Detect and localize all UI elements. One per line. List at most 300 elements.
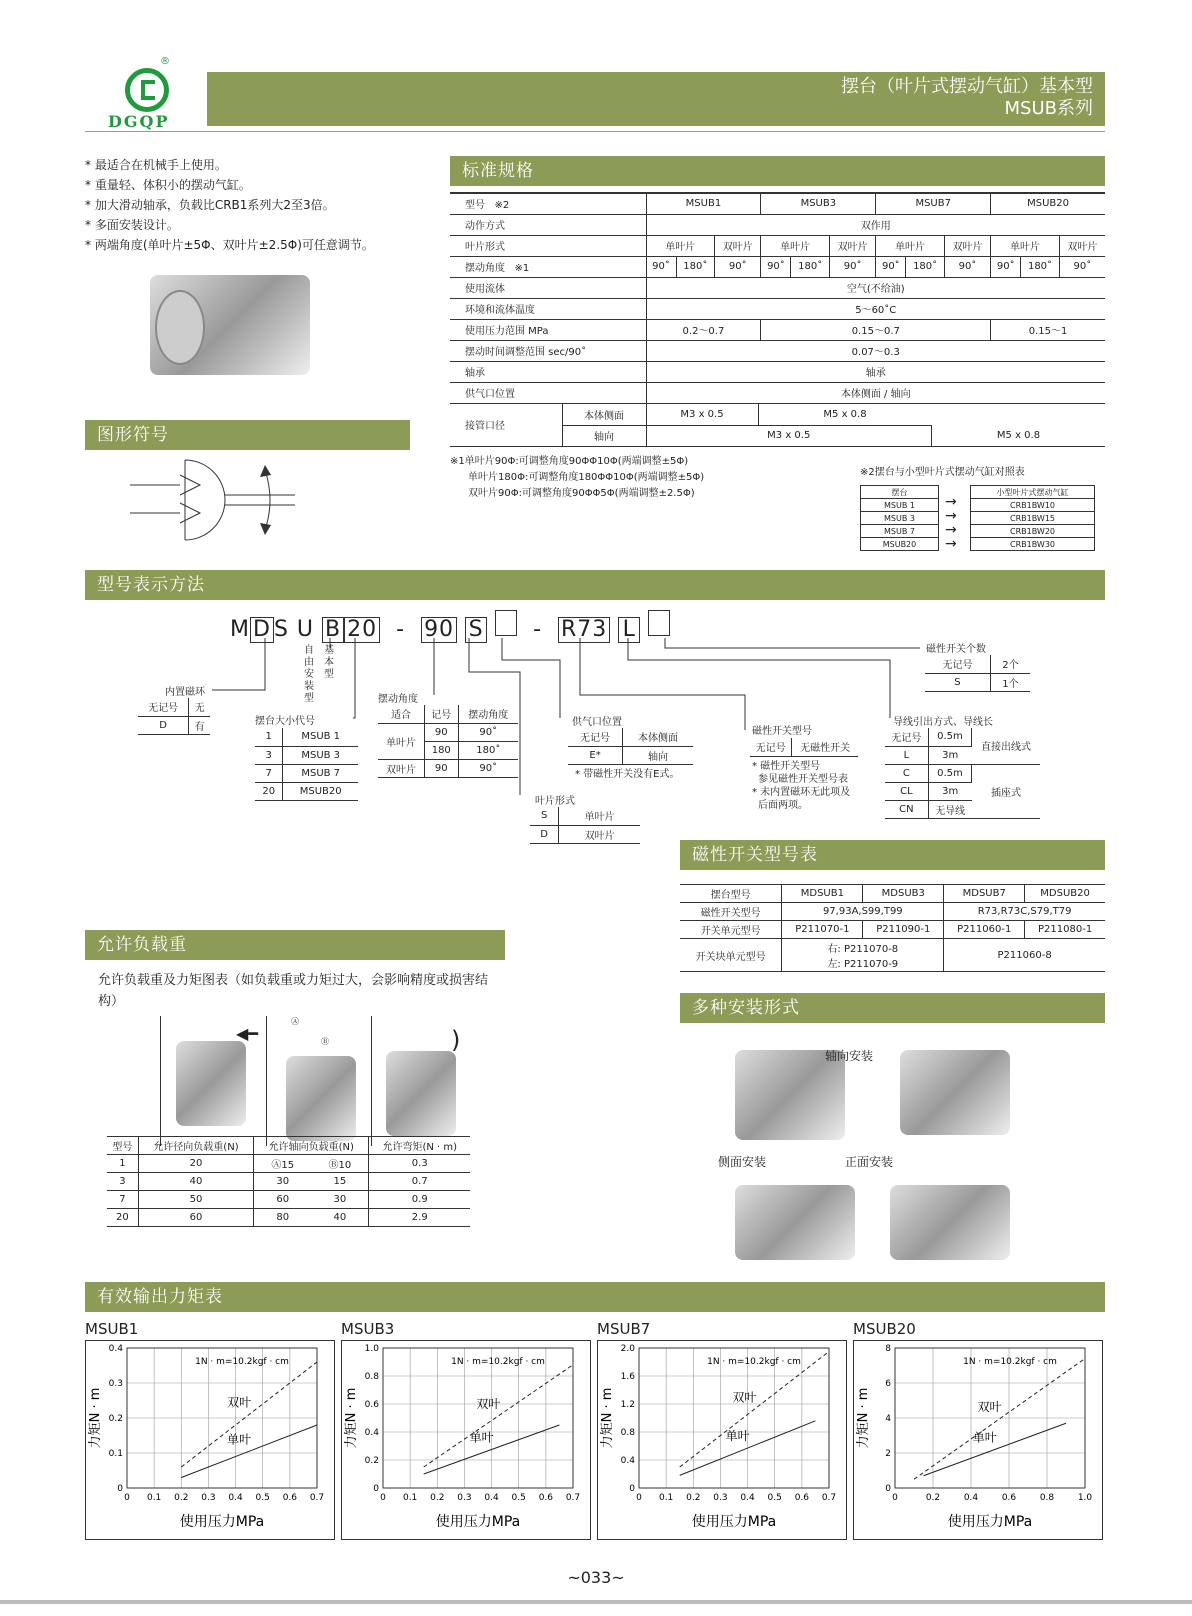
series-label: 双叶 xyxy=(227,1395,252,1410)
spec-vane: 双叶片 xyxy=(715,235,761,256)
spec-model: MSUB20 xyxy=(991,193,1105,214)
spec-port-axial: 轴向 xyxy=(562,425,646,446)
port-cell: 无记号 xyxy=(568,728,623,746)
y-tick-label: 0.3 xyxy=(108,1379,123,1389)
x-axis-label: 使用压力MPa xyxy=(947,1514,1033,1530)
spec-port-label: 接管口径 xyxy=(450,404,562,446)
switch-type-notes xyxy=(752,760,850,812)
x-tick-label: 0 xyxy=(892,1493,898,1503)
cross-cell: MSUB20 xyxy=(861,538,939,551)
switch-unit-label: 开关单元型号 xyxy=(680,921,782,939)
x-tick-label: 0.6 xyxy=(794,1493,810,1503)
spec-angle: 180˚ xyxy=(791,256,830,277)
radial-load-image xyxy=(176,1041,246,1126)
header-series: MSUB系列 xyxy=(1004,98,1093,119)
code-box-lead: L xyxy=(618,617,640,643)
x-tick-label: 0.6 xyxy=(1001,1493,1017,1503)
code-box-vane: S xyxy=(465,617,487,643)
series-label: 双叶 xyxy=(977,1399,1002,1414)
load-cell: 40 xyxy=(311,1209,369,1227)
axial-label-a: Ⓐ xyxy=(291,1017,299,1026)
size-cell: MSUB 7 xyxy=(283,764,358,782)
load-header: 允许弯矩(N · m) xyxy=(369,1137,470,1155)
moment-arrow-icon: ) xyxy=(451,1026,461,1054)
spec-port-side: 本体侧面 xyxy=(562,404,646,425)
load-cell: 30 xyxy=(311,1191,369,1209)
vane-cell: 单叶片 xyxy=(559,807,640,825)
size-title: 摆台大小代号 xyxy=(255,716,315,727)
y-tick-label: 0.1 xyxy=(108,1449,123,1459)
switch-count-cell: S xyxy=(925,673,990,691)
vane-cell: S xyxy=(530,807,559,825)
unit-note: 1N · m=10.2kgf · cm xyxy=(963,1357,1057,1367)
spec-model-label: 型号 xyxy=(465,200,485,212)
series-label: 单叶 xyxy=(725,1429,750,1444)
section-symbol-title: 图形符号 xyxy=(85,420,410,450)
spec-row-label: 叶片形式 xyxy=(450,235,646,256)
section-model-title: 型号表示方法 xyxy=(85,570,1105,600)
feature-item: * 多面安装设计。 xyxy=(85,218,179,232)
mount-axial-label: 轴向安装 xyxy=(825,1049,874,1063)
x-tick-label: 1.0 xyxy=(1077,1493,1093,1503)
note-line: 单叶片180Φ:可调整角度180ΦΦ10Φ(两端调整±5Φ) xyxy=(468,472,705,483)
spec-row-value: 0.07～0.3 xyxy=(646,340,1105,361)
code-box-switch: R73 xyxy=(558,617,610,643)
magnet-ring-table xyxy=(138,698,210,735)
section-mount-title: 多种安装形式 xyxy=(680,993,1105,1023)
mount-side-label: 侧面安装 xyxy=(718,1155,767,1169)
code-box-size: 20 xyxy=(344,617,380,643)
unit-note: 1N · m=10.2kgf · cm xyxy=(707,1357,801,1367)
series-label: 单叶 xyxy=(227,1432,252,1447)
series-label: 双叶 xyxy=(476,1396,501,1411)
code-box-angle: 90 xyxy=(421,617,457,643)
switch-count-cell: 1个 xyxy=(990,673,1030,691)
load-cell: 50 xyxy=(138,1191,253,1209)
y-tick-label: 6 xyxy=(885,1379,891,1389)
lead-cell: 无导线 xyxy=(928,800,971,818)
lead-cell: 无记号 xyxy=(885,728,928,746)
load-cell: 0.7 xyxy=(369,1173,470,1191)
section-spec-title: 标准规格 xyxy=(450,156,1105,186)
magnet-cell: 有 xyxy=(189,716,210,734)
x-tick-label: 0.4 xyxy=(484,1493,499,1503)
load-cell: Ⓐ15 xyxy=(254,1155,312,1173)
x-tick-label: 0.6 xyxy=(282,1493,298,1503)
spec-vane: 双叶片 xyxy=(944,235,990,256)
port-cell: 轴向 xyxy=(623,746,693,764)
spec-angle: 180˚ xyxy=(906,256,945,277)
switch-note: 参见磁性开关型号表 xyxy=(758,774,848,785)
switch-model-table xyxy=(680,884,1105,972)
x-tick-label: 0.5 xyxy=(255,1493,270,1503)
cross-cell: CRB1BW15 xyxy=(971,512,1095,525)
angle-title: 摆动角度 xyxy=(378,694,418,705)
spec-vane: 单叶片 xyxy=(991,235,1060,256)
spec-angle: 90˚ xyxy=(991,256,1021,277)
x-tick-label: 0.7 xyxy=(309,1493,325,1503)
x-tick-label: 0.3 xyxy=(713,1493,728,1503)
load-cell: 0.9 xyxy=(369,1191,470,1209)
size-cell: MSUB20 xyxy=(283,782,358,800)
load-cell: 60 xyxy=(254,1191,312,1209)
chart-frame xyxy=(86,1341,335,1540)
y-axis-label: 力矩N · m xyxy=(88,1387,103,1449)
code-dash: - xyxy=(533,617,543,642)
spec-angle: 90˚ xyxy=(715,256,761,277)
y-tick-label: 0.6 xyxy=(364,1400,379,1410)
angle-cell: 90˚ xyxy=(458,723,518,741)
cross-cell: CRB1BW20 xyxy=(971,525,1095,538)
x-tick-label: 0.5 xyxy=(511,1493,526,1503)
load-cell: 30 xyxy=(254,1173,312,1191)
spec-model: MSUB7 xyxy=(876,193,991,214)
spec-pressure: 0.15～0.7 xyxy=(761,319,991,340)
spec-row-label: 摆动时间调整范围 sec/90˚ xyxy=(450,340,646,361)
size-cell: MSUB 3 xyxy=(283,746,358,764)
load-table xyxy=(107,1136,470,1227)
x-tick-label: 0.5 xyxy=(767,1493,782,1503)
switch-block-value: 右: P211070-8 xyxy=(827,944,899,955)
switch-header: MDSUB3 xyxy=(863,885,944,903)
load-header: 允许轴向负载重(N) xyxy=(254,1137,369,1155)
code-dash: - xyxy=(396,617,406,642)
switch-count-cell: 无记号 xyxy=(925,655,990,673)
x-axis-label: 使用压力MPa xyxy=(435,1514,521,1530)
spec-row-label: 环境和流体温度 xyxy=(450,298,646,319)
x-tick-label: 0.6 xyxy=(538,1493,554,1503)
switch-count-cell: 2个 xyxy=(990,655,1030,673)
cross-header: 摆台 xyxy=(861,486,939,499)
spec-row-value: 双作用 xyxy=(646,214,1105,235)
x-tick-label: 0 xyxy=(380,1493,386,1503)
y-tick-label: 0.2 xyxy=(108,1414,123,1424)
x-axis-label: 使用压力MPa xyxy=(691,1514,777,1530)
moment-load-image xyxy=(386,1051,456,1136)
spec-vane: 双叶片 xyxy=(1059,235,1105,256)
load-cell: 40 xyxy=(138,1173,253,1191)
mount-front-label: 正面安装 xyxy=(845,1155,894,1169)
y-tick-label: 0 xyxy=(373,1484,379,1494)
switch-count-table xyxy=(925,655,1030,692)
lead-cell: CN xyxy=(885,800,928,818)
spec-row-value: 本体侧面 / 轴向 xyxy=(646,382,1105,403)
size-cell: 3 xyxy=(255,746,283,764)
magnet-cell: 无 xyxy=(189,698,210,716)
x-tick-label: 0.7 xyxy=(565,1493,581,1503)
chart-title-msub20: MSUB20 xyxy=(853,1320,916,1338)
code-part: U xyxy=(296,617,315,642)
y-axis-label: 力矩N · m xyxy=(344,1387,359,1449)
feature-item: * 最适合在机械手上使用。 xyxy=(85,158,227,172)
chart-frame xyxy=(598,1341,847,1540)
switch-block-label: 开关块单元型号 xyxy=(680,939,782,972)
plot-area xyxy=(639,1348,829,1488)
switch-type-cell: 无记号 xyxy=(750,738,792,756)
axial-label-b: Ⓑ xyxy=(321,1037,329,1046)
brand-name: DGQP xyxy=(108,112,170,131)
cross-cell: CRB1BW30 xyxy=(971,538,1095,551)
load-cell: 0.3 xyxy=(369,1155,470,1173)
spec-angle: 90˚ xyxy=(944,256,990,277)
plot-area xyxy=(383,1348,573,1488)
spec-angle: 90˚ xyxy=(876,256,906,277)
magnet-cell: 无记号 xyxy=(138,698,189,716)
free-mount-label: 自由安装型 xyxy=(304,645,314,704)
spec-angle: 180˚ xyxy=(1021,256,1060,277)
y-tick-label: 4 xyxy=(885,1414,891,1424)
spec-angle: 90˚ xyxy=(646,256,676,277)
basic-type-label: 基本型 xyxy=(324,645,334,680)
x-tick-label: 0.2 xyxy=(430,1493,445,1503)
spec-model-note: ※2 xyxy=(494,200,510,212)
series-label: 双叶 xyxy=(732,1390,757,1405)
magnet-ring-title: 内置磁环 xyxy=(165,687,205,698)
spec-pressure: 0.2～0.7 xyxy=(646,319,761,340)
angle-cell: 90 xyxy=(424,759,458,777)
y-tick-label: 8 xyxy=(885,1344,891,1354)
x-tick-label: 0.3 xyxy=(201,1493,216,1503)
vane-cell: 双叶片 xyxy=(559,825,640,843)
load-cell: 2.9 xyxy=(369,1209,470,1227)
chart-frame xyxy=(342,1341,591,1540)
switch-note: 后面两项。 xyxy=(758,800,808,811)
load-diagram-frame xyxy=(160,1016,470,1146)
mount-axial-image-2 xyxy=(900,1050,1010,1135)
port-note: * 带磁性开关没有E式。 xyxy=(575,769,680,780)
cross-cell: MSUB 1 xyxy=(861,499,939,512)
spec-row-label: 动作方式 xyxy=(450,214,646,235)
mount-front-image xyxy=(890,1185,1010,1260)
size-cell: 7 xyxy=(255,764,283,782)
switch-header: 摆台型号 xyxy=(680,885,782,903)
load-cell: 15 xyxy=(311,1173,369,1191)
chart-title-msub1: MSUB1 xyxy=(85,1320,139,1338)
x-tick-label: 0.1 xyxy=(658,1493,674,1503)
y-tick-label: 0 xyxy=(885,1484,891,1494)
switch-type-label: 磁性开关型号 xyxy=(680,903,782,921)
unit-note: 1N · m=10.2kgf · cm xyxy=(195,1357,289,1367)
spec-vane: 单叶片 xyxy=(761,235,830,256)
vane-cell: D xyxy=(530,825,559,843)
spec-angle: 90˚ xyxy=(761,256,791,277)
spec-model: MSUB1 xyxy=(646,193,761,214)
y-axis-label: 力矩N · m xyxy=(856,1387,871,1449)
axial-load-image xyxy=(286,1056,356,1141)
angle-vane: 双叶片 xyxy=(378,759,424,777)
switch-type-cell: 无磁性开关 xyxy=(792,738,858,756)
torque-chart-msub3 xyxy=(341,1340,591,1540)
spec-row-value: 5～60˚C xyxy=(646,298,1105,319)
y-tick-label: 2.0 xyxy=(620,1344,635,1354)
lead-cell: L xyxy=(885,746,928,764)
code-box-basic: B xyxy=(322,617,344,643)
load-cell: 80 xyxy=(254,1209,312,1227)
cross-cell: CRB1BW10 xyxy=(971,499,1095,512)
note-line: 双叶片90Φ:可调整角度90ΦΦ5Φ(两端调整±2.5Φ) xyxy=(468,488,695,499)
lead-socket: 插座式 xyxy=(972,764,1040,818)
series-label: 单叶 xyxy=(972,1430,997,1445)
switch-note: * 磁性开关型号 xyxy=(752,761,821,772)
angle-header: 记号 xyxy=(424,705,458,723)
spec-model: MSUB3 xyxy=(761,193,876,214)
x-tick-label: 0 xyxy=(636,1493,642,1503)
x-tick-label: 0.2 xyxy=(925,1493,941,1503)
switch-header: MDSUB20 xyxy=(1025,885,1105,903)
torque-chart-msub7 xyxy=(597,1340,847,1540)
y-tick-label: 0.8 xyxy=(364,1372,379,1382)
lead-cell: 3m xyxy=(928,782,971,800)
switch-type-value: R73,R73C,S79,T79 xyxy=(944,903,1105,921)
torque-chart-msub20 xyxy=(853,1340,1103,1540)
spec-row-label: 供气口位置 xyxy=(450,382,646,403)
spec-port-value: M5 x 0.8 xyxy=(932,425,1106,446)
spec-row-value: 空气(不给油) xyxy=(646,277,1105,298)
angle-vane: 单叶片 xyxy=(378,723,424,759)
angle-header: 适合 xyxy=(378,705,424,723)
spec-row-label: 使用流体 xyxy=(450,277,646,298)
x-axis-label: 使用压力MPa xyxy=(179,1514,265,1530)
magnet-cell: D xyxy=(138,716,189,734)
registered-mark: ® xyxy=(160,56,170,67)
load-cell: 1 xyxy=(107,1155,138,1173)
spec-row-value: 轴承 xyxy=(646,361,1105,382)
y-tick-label: 0.4 xyxy=(620,1456,635,1466)
y-tick-label: 0.4 xyxy=(364,1428,379,1438)
angle-cell: 90˚ xyxy=(458,759,518,777)
load-cell: 20 xyxy=(138,1155,253,1173)
vane-table xyxy=(530,807,640,844)
spec-port-value: M3 x 0.5 xyxy=(646,425,932,446)
y-tick-label: 2 xyxy=(885,1449,891,1459)
port-cell: E* xyxy=(568,746,623,764)
load-cell: 60 xyxy=(138,1209,253,1227)
chart-title-msub7: MSUB7 xyxy=(597,1320,651,1338)
y-tick-label: 0.4 xyxy=(108,1344,123,1354)
code-box-magnet: D xyxy=(250,617,274,643)
lead-direct: 直接出线式 xyxy=(972,728,1040,764)
x-tick-label: 0.4 xyxy=(740,1493,755,1503)
cross-cell: MSUB 7 xyxy=(861,525,939,538)
size-table xyxy=(255,728,358,801)
switch-type-table xyxy=(750,738,858,757)
torque-chart-msub1 xyxy=(85,1340,335,1540)
port-cell: 本体侧面 xyxy=(623,728,693,746)
footer-band xyxy=(0,1600,1192,1604)
load-header: 型号 xyxy=(107,1137,138,1155)
y-tick-label: 1.2 xyxy=(620,1400,635,1410)
spec-row-label: 摆动角度 xyxy=(465,263,505,274)
angle-cell: 180˚ xyxy=(458,741,518,759)
spec-pressure: 0.15～1 xyxy=(991,319,1105,340)
lead-cell: 0.5m xyxy=(928,728,971,746)
load-header: 允许径向负载重(N) xyxy=(138,1137,253,1155)
lead-cell: C xyxy=(885,764,928,782)
switch-unit: P211090-1 xyxy=(863,921,944,939)
switch-type-value: 97,93A,S99,T99 xyxy=(782,903,944,921)
unit-note: 1N · m=10.2kgf · cm xyxy=(451,1357,545,1367)
switch-unit: P211070-1 xyxy=(782,921,863,939)
y-tick-label: 0 xyxy=(629,1484,635,1494)
switch-count-title: 磁性开关个数 xyxy=(926,644,986,655)
spec-row-label: 轴承 xyxy=(450,361,646,382)
angle-table xyxy=(378,705,518,778)
spec-vane: 单叶片 xyxy=(646,235,715,256)
port-table xyxy=(568,728,693,765)
cross-cell: MSUB 3 xyxy=(861,512,939,525)
spec-port-value: M3 x 0.5 xyxy=(646,404,758,425)
lead-cell: 0.5m xyxy=(928,764,971,782)
size-cell: 1 xyxy=(255,728,283,746)
note-line: ※1单叶片90Φ:可调整角度90ΦΦ10Φ(两端调整±5Φ) xyxy=(450,456,689,467)
switch-header: MDSUB7 xyxy=(944,885,1025,903)
switch-unit: P211080-1 xyxy=(1025,921,1105,939)
y-tick-label: 0.2 xyxy=(364,1456,379,1466)
switch-block-value: 左: P211070-9 xyxy=(827,959,899,970)
x-tick-label: 0.2 xyxy=(174,1493,189,1503)
header-title: 摆台（叶片式摆动气缸）基本型 xyxy=(841,76,1093,97)
spec-angle: 90˚ xyxy=(829,256,875,277)
size-cell: MSUB 1 xyxy=(283,728,358,746)
feature-item: * 重量轻、体积小的摆动气缸。 xyxy=(85,178,251,192)
section-load-title: 允许负载重 xyxy=(85,930,505,960)
series-label: 单叶 xyxy=(469,1430,494,1445)
feature-item: * 加大滑动轴承，负载比CRB1系列大2至3倍。 xyxy=(85,198,335,212)
x-tick-label: 0.4 xyxy=(228,1493,243,1503)
spec-vane: 单叶片 xyxy=(876,235,945,256)
feature-item: * 两端角度(单叶片±5Φ、双叶片±2.5Φ)可任意调节。 xyxy=(85,238,374,252)
spec-row-label: 使用压力范围 MPa xyxy=(450,319,646,340)
chart-title-msub3: MSUB3 xyxy=(341,1320,395,1338)
spec-row-note: ※1 xyxy=(514,263,530,274)
section-switch-title: 磁性开关型号表 xyxy=(680,840,1105,870)
y-tick-label: 1.6 xyxy=(620,1372,635,1382)
page-number: ~033~ xyxy=(567,1568,625,1587)
load-cell: 20 xyxy=(107,1209,138,1227)
y-tick-label: 0.8 xyxy=(620,1428,635,1438)
spec-vane: 双叶片 xyxy=(829,235,875,256)
y-tick-label: 1.0 xyxy=(364,1344,379,1354)
section-torque-title: 有效输出力矩表 xyxy=(85,1282,1105,1312)
spec-angle: 90˚ xyxy=(1059,256,1105,277)
cross-arrows-icon: → → → → xyxy=(945,494,957,552)
x-tick-label: 0.7 xyxy=(821,1493,837,1503)
spec-port-value: M5 x 0.8 xyxy=(758,404,932,425)
switch-header: MDSUB1 xyxy=(782,885,863,903)
x-tick-label: 0.8 xyxy=(1039,1493,1055,1503)
series-line xyxy=(680,1352,829,1468)
y-axis-label: 力矩N · m xyxy=(600,1387,615,1449)
x-tick-label: 0 xyxy=(124,1493,130,1503)
cross-title: ※2摆台与小型叶片式摆动气缸对照表 xyxy=(860,467,1025,478)
switch-type-title: 磁性开关型号 xyxy=(752,726,812,737)
vane-title: 叶片形式 xyxy=(535,796,575,807)
load-cell: 7 xyxy=(107,1191,138,1209)
x-tick-label: 0.4 xyxy=(963,1493,979,1503)
code-part: M xyxy=(230,617,250,642)
load-cell: 3 xyxy=(107,1173,138,1191)
switch-note: * 未内置磁环无此项及 xyxy=(752,787,851,798)
x-tick-label: 0.2 xyxy=(686,1493,701,1503)
x-tick-label: 0.1 xyxy=(146,1493,162,1503)
lead-title: 导线引出方式、导线长 xyxy=(893,717,993,728)
angle-cell: 90 xyxy=(424,723,458,741)
switch-block-value: P211060-8 xyxy=(944,939,1105,972)
lead-table xyxy=(885,728,1040,819)
switch-unit: P211060-1 xyxy=(944,921,1025,939)
y-tick-label: 0 xyxy=(117,1484,123,1494)
x-tick-label: 0.3 xyxy=(457,1493,472,1503)
